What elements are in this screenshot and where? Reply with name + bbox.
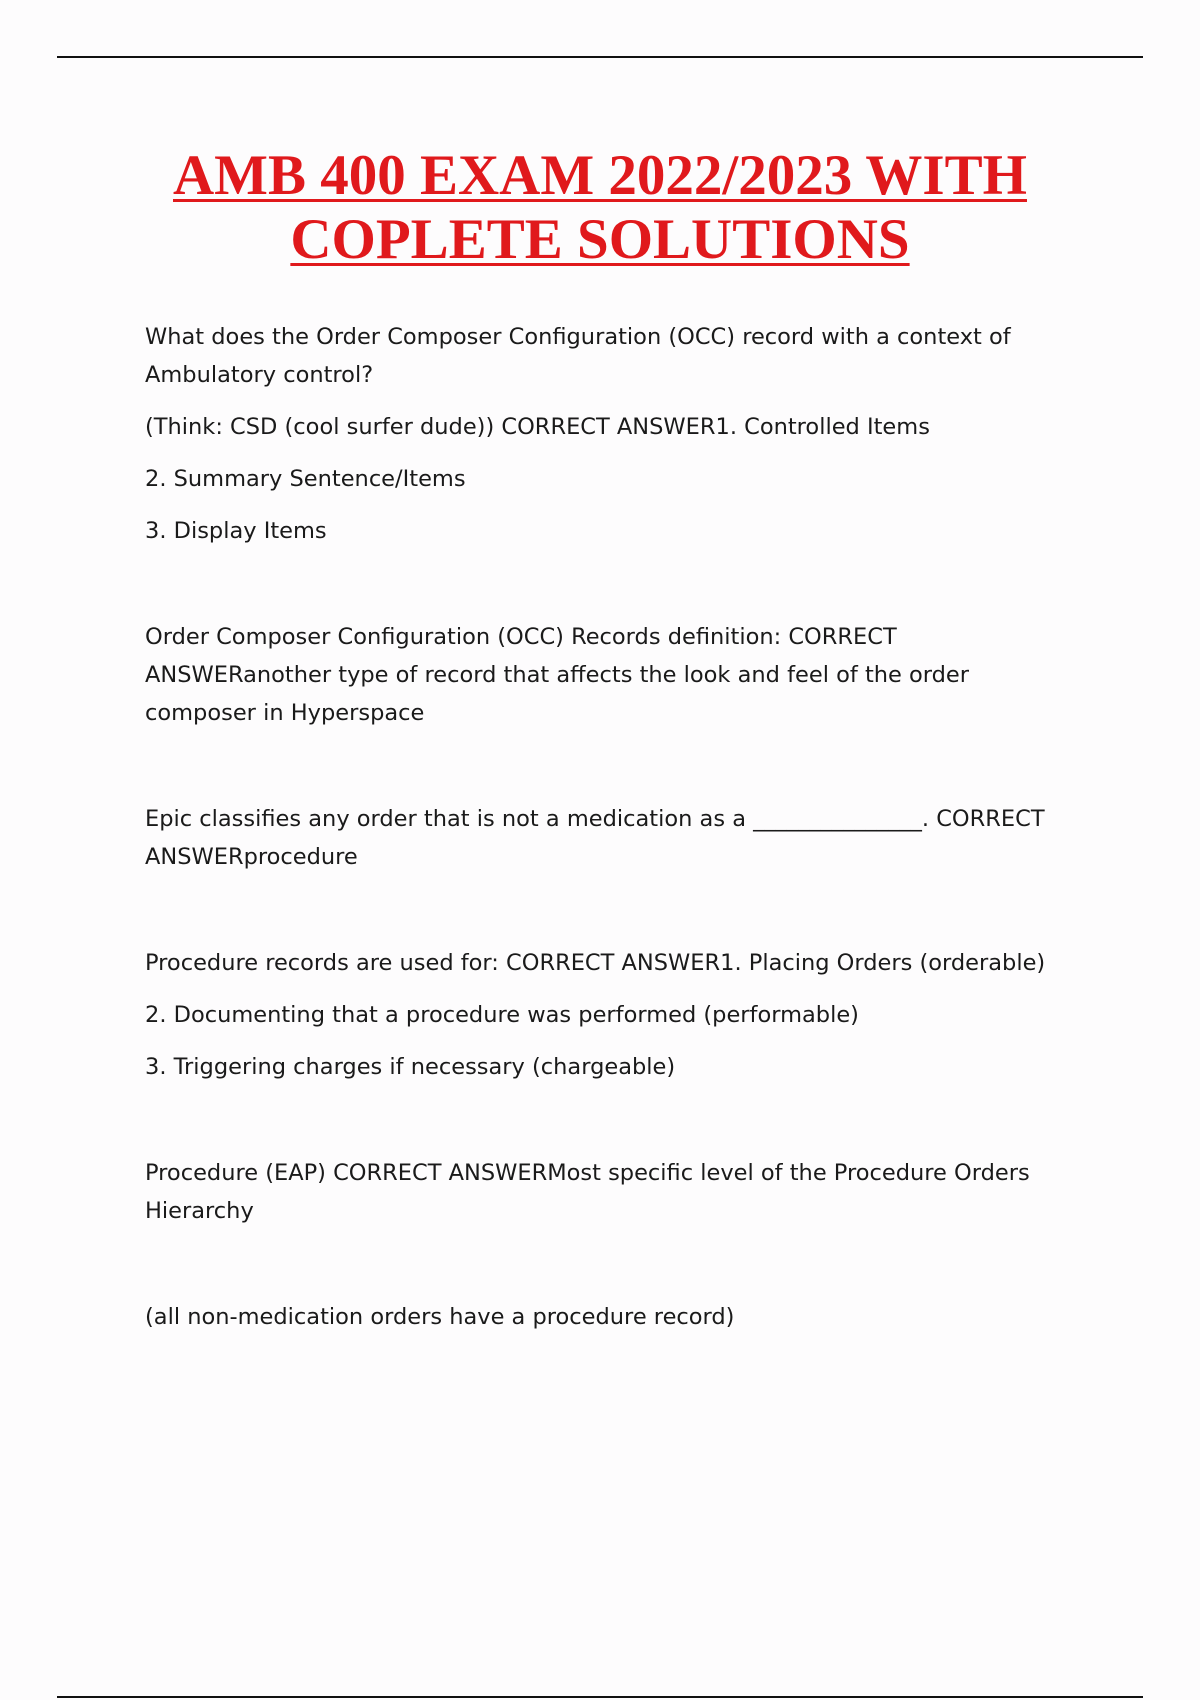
question-4-line-1: Procedure records are used for: CORRECT ANSWER1. Placing Orders (orderable) [145, 950, 1046, 976]
top-rule [57, 56, 1143, 58]
question-2-line-1: Order Composer Configuration (OCC) Records definition: CORRECT [145, 624, 897, 650]
question-1-line-2: Ambulatory control? [145, 362, 374, 388]
question-5-line-1: Procedure (EAP) CORRECT ANSWERMost specific level of the Procedure Orders [145, 1160, 1030, 1186]
answer-1: (Think: CSD (cool surfer dude)) CORRECT ANSWER1. Controlled Items [145, 414, 930, 440]
answer-1-item-2: 2. Summary Sentence/Items [145, 466, 466, 492]
question-3-line-2: ANSWERprocedure [145, 844, 358, 870]
document-title [0, 144, 1200, 272]
answer-1-item-3: 3. Display Items [145, 518, 327, 544]
answer-4-item-2: 2. Documenting that a procedure was performed (performable) [145, 1002, 859, 1028]
answer-4-item-3: 3. Triggering charges if necessary (chargeable) [145, 1054, 676, 1080]
note-line: (all non-medication orders have a procedure record) [145, 1304, 735, 1330]
title-line-2: COPLETE SOLUTIONS [290, 208, 910, 271]
title-line-1: AMB 400 EXAM 2022/2023 WITH [173, 144, 1027, 207]
document-body [145, 318, 1095, 1336]
question-2-line-3: composer in Hyperspace [145, 700, 425, 726]
question-5-line-2: Hierarchy [145, 1198, 254, 1224]
bottom-rule [57, 1696, 1143, 1698]
question-3-line-1: Epic classifies any order that is not a medication as a _______________. CORRECT [145, 806, 1045, 832]
question-2-line-2: ANSWERanother type of record that affects the look and feel of the order [145, 662, 970, 688]
question-1-line-1: What does the Order Composer Configuration (OCC) record with a context of [145, 324, 1011, 350]
